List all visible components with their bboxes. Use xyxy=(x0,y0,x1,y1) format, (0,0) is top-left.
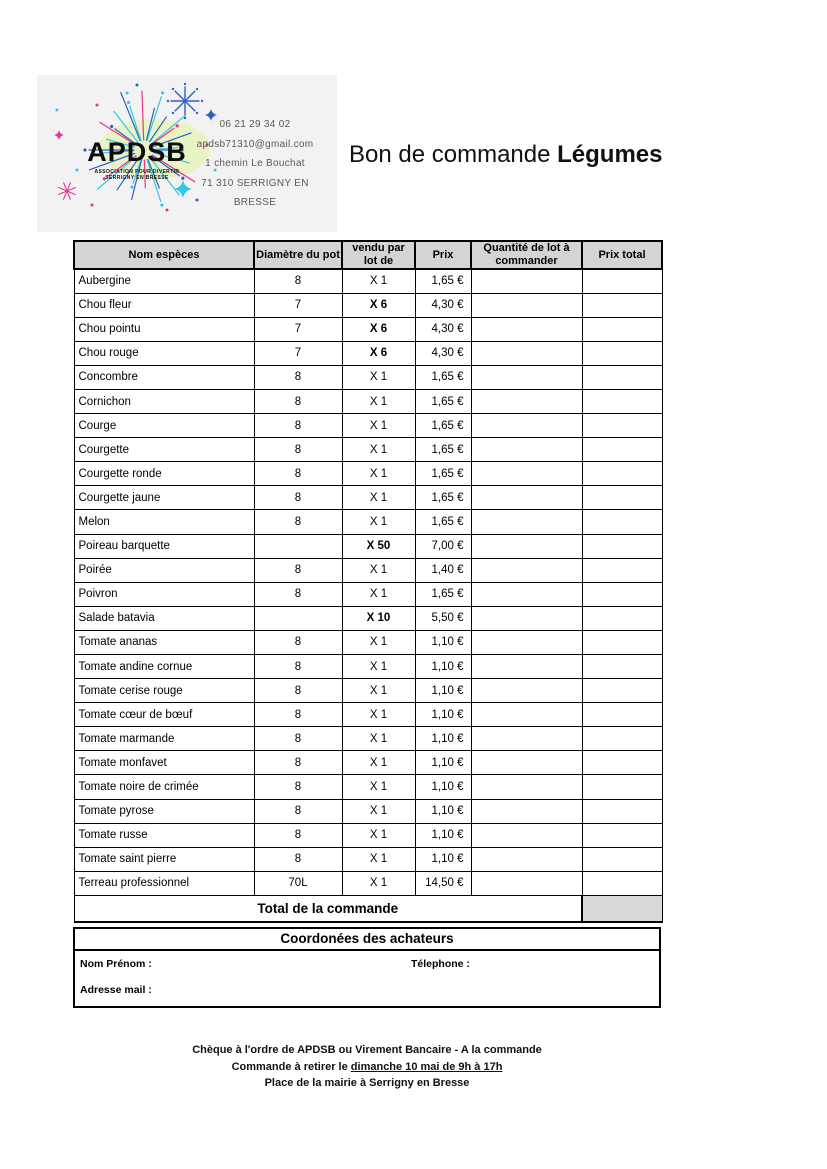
species-cell: Cornichon xyxy=(74,389,254,413)
lot-cell: X 50 xyxy=(342,534,415,558)
logo-card xyxy=(37,75,337,232)
footer-pickup-date: dimanche 10 mai de 9h à 17h xyxy=(350,1060,503,1073)
price-cell: 7,00 € xyxy=(415,534,471,558)
table-row xyxy=(74,293,662,317)
lot-cell: X 1 xyxy=(342,269,415,293)
species-cell: Tomate marmande xyxy=(74,727,254,751)
contact-phone: 06 21 29 34 02 xyxy=(219,119,291,130)
species-cell: Tomate noire de crimée xyxy=(74,775,254,799)
species-cell: Tomate cerise rouge xyxy=(74,679,254,703)
lot-cell: X 6 xyxy=(342,293,415,317)
row-total-cell xyxy=(582,823,662,847)
diameter-cell: 8 xyxy=(254,630,342,654)
row-total-cell xyxy=(582,775,662,799)
table-row xyxy=(74,486,662,510)
lot-cell: X 1 xyxy=(342,438,415,462)
quantity-cell xyxy=(471,703,582,727)
price-cell: 1,40 € xyxy=(415,558,471,582)
table-row xyxy=(74,775,662,799)
species-cell: Courgette ronde xyxy=(74,462,254,486)
table-row xyxy=(74,847,662,871)
row-total-cell xyxy=(582,679,662,703)
table-row xyxy=(74,341,662,365)
contact-address-line1: 1 chemin Le Bouchat xyxy=(205,158,305,169)
quantity-cell xyxy=(471,438,582,462)
row-total-cell xyxy=(582,341,662,365)
diameter-cell: 70L xyxy=(254,871,342,895)
diameter-cell: 8 xyxy=(254,751,342,775)
phone-label: Télephone : xyxy=(411,958,470,971)
price-cell: 4,30 € xyxy=(415,293,471,317)
row-total-cell xyxy=(582,751,662,775)
table-header-row xyxy=(74,241,662,269)
table-row xyxy=(74,823,662,847)
lot-cell: X 1 xyxy=(342,582,415,606)
price-cell: 1,65 € xyxy=(415,486,471,510)
price-cell: 1,65 € xyxy=(415,510,471,534)
row-total-cell xyxy=(582,438,662,462)
price-cell: 1,65 € xyxy=(415,462,471,486)
column-header-species: Nom espèces xyxy=(74,241,254,269)
species-cell: Tomate pyrose xyxy=(74,799,254,823)
table-row xyxy=(74,606,662,630)
price-cell: 4,30 € xyxy=(415,341,471,365)
row-total-cell xyxy=(582,462,662,486)
page-title-emphasis: Légumes xyxy=(557,141,663,168)
price-cell: 1,10 € xyxy=(415,847,471,871)
price-cell: 14,50 € xyxy=(415,871,471,895)
column-header-price: Prix xyxy=(415,241,471,269)
table-row xyxy=(74,630,662,654)
diameter-cell: 8 xyxy=(254,558,342,582)
table-row xyxy=(74,389,662,413)
price-cell: 1,10 € xyxy=(415,630,471,654)
quantity-cell xyxy=(471,389,582,413)
diameter-cell xyxy=(254,606,342,630)
table-row xyxy=(74,703,662,727)
table-row xyxy=(74,679,662,703)
logo-acronym: APDSB xyxy=(87,137,187,167)
diameter-cell: 7 xyxy=(254,341,342,365)
quantity-cell xyxy=(471,582,582,606)
logo-subtitle-line2: SERRIGNY EN BRESSE xyxy=(105,175,169,181)
lot-cell: X 1 xyxy=(342,655,415,679)
row-total-cell xyxy=(582,534,662,558)
diameter-cell: 8 xyxy=(254,847,342,871)
table-row xyxy=(74,414,662,438)
species-cell: Tomate cœur de bœuf xyxy=(74,703,254,727)
quantity-cell xyxy=(471,847,582,871)
table-row xyxy=(74,365,662,389)
price-cell: 1,10 € xyxy=(415,655,471,679)
price-cell: 1,65 € xyxy=(415,414,471,438)
total-label: Total de la commande xyxy=(74,895,582,922)
total-row xyxy=(74,895,662,922)
lot-cell: X 1 xyxy=(342,823,415,847)
email-label: Adresse mail : xyxy=(80,984,152,997)
quantity-cell xyxy=(471,606,582,630)
quantity-cell xyxy=(471,510,582,534)
diameter-cell: 8 xyxy=(254,365,342,389)
price-cell: 1,65 € xyxy=(415,582,471,606)
lot-cell: X 1 xyxy=(342,847,415,871)
species-cell: Tomate monfavet xyxy=(74,751,254,775)
row-total-cell xyxy=(582,389,662,413)
price-cell: 1,10 € xyxy=(415,799,471,823)
species-cell: Tomate saint pierre xyxy=(74,847,254,871)
lot-cell: X 1 xyxy=(342,558,415,582)
species-cell: Poirée xyxy=(74,558,254,582)
price-cell: 1,10 € xyxy=(415,703,471,727)
quantity-cell xyxy=(471,799,582,823)
table-row xyxy=(74,462,662,486)
lot-cell: X 1 xyxy=(342,751,415,775)
species-cell: Chou pointu xyxy=(74,317,254,341)
quantity-cell xyxy=(471,269,582,293)
row-total-cell xyxy=(582,606,662,630)
lot-cell: X 1 xyxy=(342,389,415,413)
diameter-cell: 8 xyxy=(254,510,342,534)
table-row xyxy=(74,751,662,775)
row-total-cell xyxy=(582,847,662,871)
lot-cell: X 1 xyxy=(342,486,415,510)
lot-cell: X 6 xyxy=(342,317,415,341)
row-total-cell xyxy=(582,293,662,317)
price-cell: 1,10 € xyxy=(415,679,471,703)
buyers-fields xyxy=(75,951,659,1006)
row-total-cell xyxy=(582,703,662,727)
quantity-cell xyxy=(471,751,582,775)
lot-cell: X 1 xyxy=(342,703,415,727)
buyers-section xyxy=(73,927,661,1008)
species-cell: Courgette xyxy=(74,438,254,462)
diameter-cell: 8 xyxy=(254,775,342,799)
diameter-cell: 8 xyxy=(254,799,342,823)
order-table xyxy=(73,240,663,923)
lot-cell: X 1 xyxy=(342,510,415,534)
order-table-wrapper xyxy=(73,240,663,1008)
lot-cell: X 1 xyxy=(342,799,415,823)
diameter-cell: 8 xyxy=(254,679,342,703)
row-total-cell xyxy=(582,799,662,823)
lot-cell: X 1 xyxy=(342,365,415,389)
table-row xyxy=(74,558,662,582)
row-total-cell xyxy=(582,486,662,510)
contact-email: apdsb71310@gmail.com xyxy=(196,138,314,150)
quantity-cell xyxy=(471,365,582,389)
quantity-cell xyxy=(471,630,582,654)
price-cell: 5,50 € xyxy=(415,606,471,630)
price-cell: 1,10 € xyxy=(415,727,471,751)
table-row xyxy=(74,269,662,293)
contact-address-line2: 71 310 SERRIGNY EN BRESSE xyxy=(201,177,309,208)
quantity-cell xyxy=(471,462,582,486)
table-row xyxy=(74,871,662,895)
quantity-cell xyxy=(471,679,582,703)
table-row xyxy=(74,534,662,558)
column-header-quantity: Quantité de lot à commander xyxy=(471,241,582,269)
species-cell: Tomate ananas xyxy=(74,630,254,654)
quantity-cell xyxy=(471,727,582,751)
species-cell: Courge xyxy=(74,414,254,438)
row-total-cell xyxy=(582,727,662,751)
name-label: Nom Prénom : xyxy=(80,958,152,971)
diameter-cell: 8 xyxy=(254,269,342,293)
lot-cell: X 1 xyxy=(342,727,415,751)
lot-cell: X 1 xyxy=(342,871,415,895)
price-cell: 1,65 € xyxy=(415,389,471,413)
lot-cell: X 1 xyxy=(342,630,415,654)
footer-pickup-prefix: Commande à retirer le xyxy=(231,1060,351,1073)
diameter-cell: 8 xyxy=(254,703,342,727)
quantity-cell xyxy=(471,823,582,847)
buyers-section-title: Coordonées des achateurs xyxy=(75,929,659,951)
diameter-cell: 8 xyxy=(254,727,342,751)
price-cell: 1,65 € xyxy=(415,365,471,389)
table-row xyxy=(74,799,662,823)
species-cell: Salade batavia xyxy=(74,606,254,630)
logo-contact-block xyxy=(189,115,321,213)
diameter-cell: 8 xyxy=(254,582,342,606)
quantity-cell xyxy=(471,293,582,317)
species-cell: Chou fleur xyxy=(74,293,254,317)
species-cell: Terreau professionnel xyxy=(74,871,254,895)
row-total-cell xyxy=(582,630,662,654)
footer-pickup-line xyxy=(73,1059,661,1076)
species-cell: Poireau barquette xyxy=(74,534,254,558)
diameter-cell: 8 xyxy=(254,486,342,510)
species-cell: Concombre xyxy=(74,365,254,389)
table-row xyxy=(74,655,662,679)
lot-cell: X 1 xyxy=(342,679,415,703)
row-total-cell xyxy=(582,269,662,293)
quantity-cell xyxy=(471,558,582,582)
footer-place-line: Place de la mairie à Serrigny en Bresse xyxy=(264,1077,470,1089)
lot-cell: X 1 xyxy=(342,462,415,486)
table-row xyxy=(74,510,662,534)
row-total-cell xyxy=(582,582,662,606)
diameter-cell: 8 xyxy=(254,823,342,847)
diameter-cell xyxy=(254,534,342,558)
row-total-cell xyxy=(582,871,662,895)
lot-cell: X 1 xyxy=(342,775,415,799)
page-title-prefix: Bon de commande xyxy=(349,141,558,168)
quantity-cell xyxy=(471,414,582,438)
lot-cell: X 1 xyxy=(342,414,415,438)
species-cell: Aubergine xyxy=(74,269,254,293)
table-row xyxy=(74,317,662,341)
row-total-cell xyxy=(582,365,662,389)
diameter-cell: 8 xyxy=(254,438,342,462)
price-cell: 1,10 € xyxy=(415,751,471,775)
column-header-total-price: Prix total xyxy=(582,241,662,269)
price-cell: 1,65 € xyxy=(415,269,471,293)
table-row xyxy=(74,582,662,606)
species-cell: Poivron xyxy=(74,582,254,606)
column-header-lot: vendu par lot de xyxy=(342,241,415,269)
table-row xyxy=(74,727,662,751)
quantity-cell xyxy=(471,486,582,510)
quantity-cell xyxy=(471,775,582,799)
species-cell: Tomate andine cornue xyxy=(74,655,254,679)
quantity-cell xyxy=(471,871,582,895)
row-total-cell xyxy=(582,510,662,534)
total-amount-cell xyxy=(582,895,662,922)
row-total-cell xyxy=(582,414,662,438)
column-header-pot-diameter: Diamètre du pot xyxy=(254,241,342,269)
species-cell: Melon xyxy=(74,510,254,534)
page-title xyxy=(349,141,663,169)
species-cell: Tomate russe xyxy=(74,823,254,847)
lot-cell: X 10 xyxy=(342,606,415,630)
price-cell: 1,10 € xyxy=(415,775,471,799)
quantity-cell xyxy=(471,534,582,558)
quantity-cell xyxy=(471,341,582,365)
diameter-cell: 8 xyxy=(254,414,342,438)
table-row xyxy=(74,438,662,462)
diameter-cell: 8 xyxy=(254,462,342,486)
row-total-cell xyxy=(582,317,662,341)
diameter-cell: 8 xyxy=(254,655,342,679)
species-cell: Courgette jaune xyxy=(74,486,254,510)
row-total-cell xyxy=(582,655,662,679)
diameter-cell: 7 xyxy=(254,317,342,341)
logo-subtitle-line1: ASSOCIATION POUR DIVERTIR xyxy=(94,169,180,175)
footer-payment-line: Chèque à l'ordre de APDSB ou Virement Bancaire - A la commande xyxy=(192,1044,542,1056)
price-cell: 1,10 € xyxy=(415,823,471,847)
quantity-cell xyxy=(471,655,582,679)
price-cell: 4,30 € xyxy=(415,317,471,341)
footer-note xyxy=(73,1042,661,1092)
row-total-cell xyxy=(582,558,662,582)
quantity-cell xyxy=(471,317,582,341)
price-cell: 1,65 € xyxy=(415,438,471,462)
species-cell: Chou rouge xyxy=(74,341,254,365)
diameter-cell: 7 xyxy=(254,293,342,317)
diameter-cell: 8 xyxy=(254,389,342,413)
lot-cell: X 6 xyxy=(342,341,415,365)
